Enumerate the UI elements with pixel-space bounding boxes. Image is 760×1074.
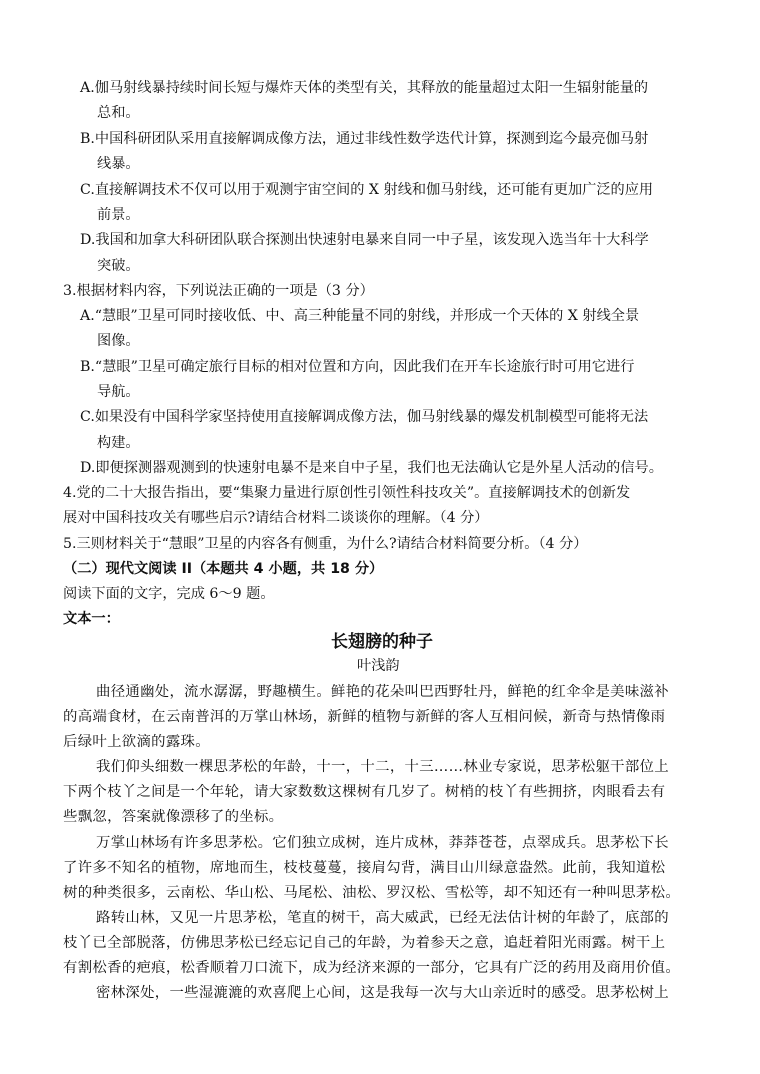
option-3c-line-1: C.如果没有中国科学家坚持使用直接解调成像方法，伽马射线暴的爆发机制模型可能将无法: [80, 409, 649, 425]
paragraph-5-line-1: 密林深处，一些湿漉漉的欢喜爬上心间，这是我每一次与大山亲近时的感受。思茅松树上: [96, 985, 669, 1001]
section-heading: （二）现代文阅读 II（本题共 4 小题，共 18 分）: [63, 561, 384, 577]
option-2a-line-2: 总和。: [97, 105, 140, 121]
question-4-line-1: 4.党的二十大报告指出，要“集聚力量进行原创性引领性科技攻关”。直接解调技术的创新发: [63, 485, 631, 501]
paragraph-4-line-2: 枝丫已全部脱落，仿佛思茅松已经忘记自己的年龄，为着参天之意，追赶着阳光雨露。树干上: [63, 935, 666, 951]
option-2d-line-2: 突破。: [97, 258, 140, 274]
text-one-label: 文本一：: [63, 611, 120, 627]
question-3: 3.根据材料内容，下列说法正确的一项是（3 分）: [63, 283, 374, 299]
option-2c-line-2: 前景。: [97, 207, 140, 223]
paragraph-1-line-3: 后绿叶上欲滴的露珠。: [63, 734, 210, 750]
paragraph-3-line-2: 了许多不知名的植物，席地而生，枝枝蔓蔓，接肩勾背，满目山川绿意盎然。此前，我知道松: [63, 860, 666, 876]
paragraph-2-line-2: 下两个枝丫之间是一个年轮，请大家数数这棵树有几岁了。树梢的枝丫有些拥挤，肉眼看去有: [63, 784, 666, 800]
option-2d-line-1: D.我国和加拿大科研团队联合探测出快速射电暴来自同一中子星，该发现入选当年十大科学: [80, 232, 649, 248]
option-2b-line-1: B.中国科研团队采用直接解调成像方法，通过非线性数学迭代计算，探测到迄今最亮伽马射: [80, 131, 649, 147]
option-2b-line-2: 线暴。: [97, 156, 140, 172]
paragraph-1-line-1: 曲径通幽处，流水潺潺，野趣横生。鲜艳的花朵叫巴西野牡丹，鲜艳的红伞伞是美味滋补: [96, 684, 669, 700]
paragraph-1-line-2: 的高端食材，在云南普洱的万掌山林场，新鲜的植物与新鲜的客人互相问候，新奇与热情像雨: [63, 709, 666, 725]
paragraph-2-line-1: 我们仰头细数一棵思茅松的年龄，十一，十二，十三……林业专家说，思茅松躯干部位上: [96, 759, 669, 775]
option-3b-line-1: B.“慧眼”卫星可确定旅行目标的相对位置和方向，因此我们在开车长途旅行时可用它进行: [80, 359, 635, 375]
paragraph-4-line-3: 有割松香的疤痕，松香顺着刀口流下，成为经济来源的一部分，它具有广泛的药用及商用价值。: [63, 960, 681, 976]
question-5: 5.三则材料关于“慧眼”卫星的内容各有侧重，为什么?请结合材料简要分析。（4 分）: [63, 536, 588, 552]
option-3b-line-2: 导航。: [97, 384, 140, 400]
article-author: 叶浅韵: [357, 658, 400, 674]
reading-instruction: 阅读下面的文字，完成 6～9 题。: [63, 586, 275, 602]
option-3c-line-2: 构建。: [97, 435, 140, 451]
paragraph-3-line-1: 万掌山林场有许多思茅松。它们独立成树，连片成林，莽莽苍苍，点翠成兵。思茅松下长: [96, 835, 669, 851]
option-3a-line-2: 图像。: [97, 333, 140, 349]
option-2a-line-1: A.伽马射线暴持续时间长短与爆炸天体的类型有关，其释放的能量超过太阳一生辐射能量的: [80, 80, 649, 96]
option-3d: D.即便探测器观测到的快速射电暴不是来自中子星，我们也无法确认它是外星人活动的信号。: [80, 460, 663, 476]
paragraph-4-line-1: 路转山林，又见一片思茅松，笔直的树干，高大威武，已经无法估计树的年龄了，底部的: [96, 910, 669, 926]
option-2c-line-1: C.直接解调技术不仅可以用于观测宇宙空间的 X 射线和伽马射线，还可能有更加广泛的应用: [80, 182, 654, 198]
option-3a-line-1: A.“慧眼”卫星可同时接收低、中、高三种能量不同的射线，并形成一个天体的 X 射线全景: [80, 308, 640, 324]
article-title: 长翅膀的种子: [331, 632, 433, 652]
question-4-line-2: 展对中国科技攻关有哪些启示?请结合材料二谈谈你的理解。（4 分）: [63, 510, 489, 526]
paragraph-3-line-3: 树的种类很多，云南松、华山松、马尾松、油松、罗汉松、雪松等，却不知还有一种叫思茅松。: [63, 885, 681, 901]
paragraph-2-line-3: 些飘忽，答案就像漂移了的坐标。: [63, 809, 284, 825]
